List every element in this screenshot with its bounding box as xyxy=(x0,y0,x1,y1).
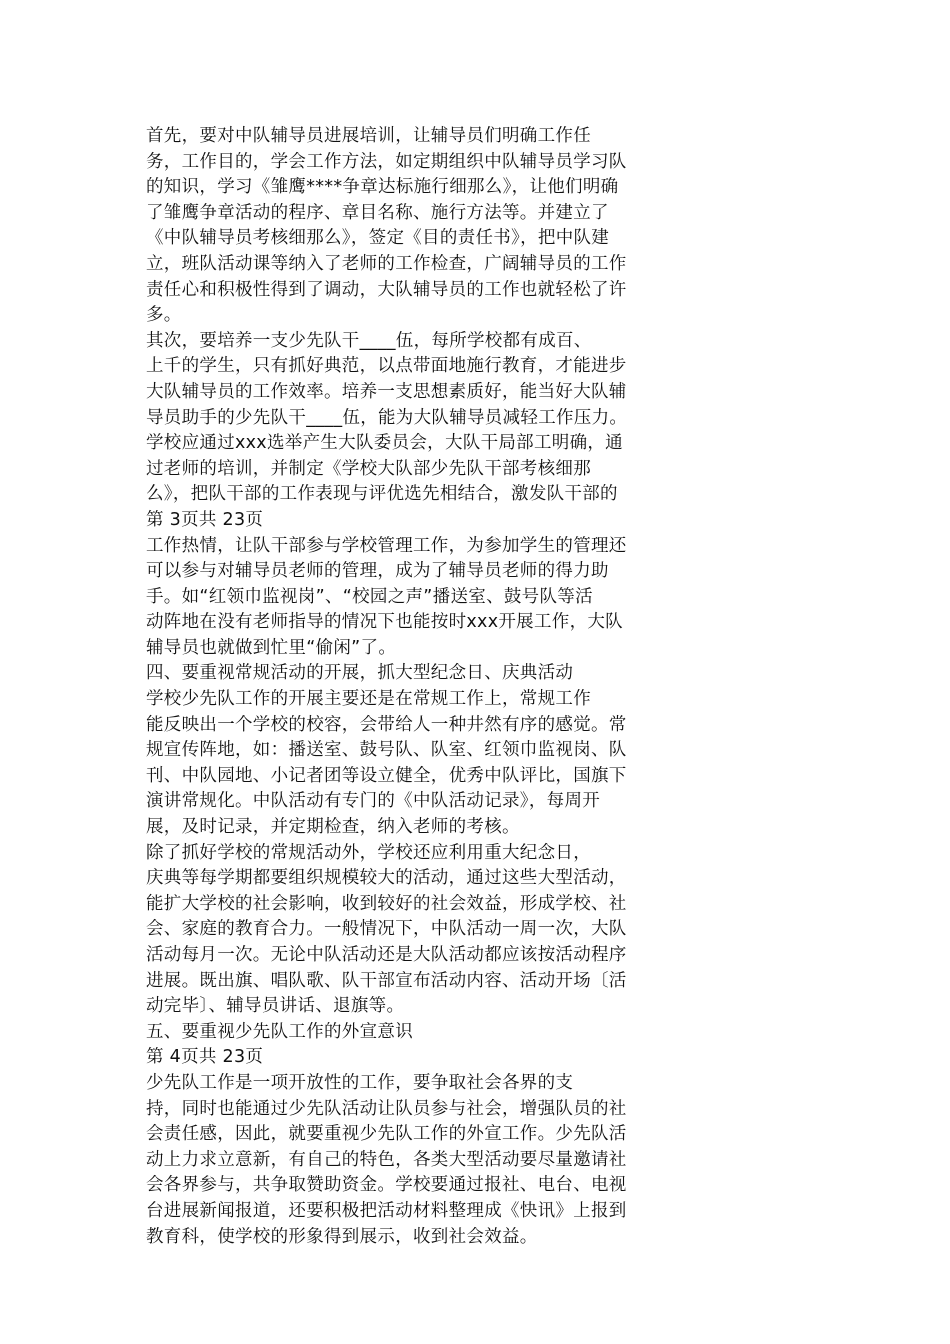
text-line: 除了抓好学校的常规活动外，学校还应利用重大纪念日， xyxy=(146,842,591,863)
text-line: 务，工作目的，学会工作方法，如定期组织中队辅导员学习队 xyxy=(146,151,627,172)
text-line: 责任心和积极性得到了调动，大队辅导员的工作也就轻松了许 xyxy=(146,279,627,300)
text-line: 五、要重视少先队工作的外宣意识 xyxy=(146,1021,413,1042)
text-line: 教育科，使学校的形象得到展示，收到社会效益。 xyxy=(146,1226,538,1247)
text-line: 展，及时记录，并定期检查，纳入老师的考核。 xyxy=(146,817,520,838)
text-line: 少先队工作是一项开放性的工作，要争取社会各界的支 xyxy=(146,1072,574,1093)
text-line: 的知识，学习《雏鹰****争章达标施行细那么》，让他们明确 xyxy=(146,177,619,198)
text-line: 进展。既出旗、唱队歌、队干部宣布活动内容、活动开场〔活 xyxy=(146,970,627,991)
text-line: 持，同时也能通过少先队活动让队员参与社会，增强队员的社 xyxy=(146,1098,627,1119)
text-line: 工作热情，让队干部参与学校管理工作，为参加学生的管理还 xyxy=(146,535,627,556)
text-line: 导员助手的少先队干____伍，能为大队辅导员减轻工作压力。 xyxy=(146,407,628,428)
text-line: 活动每月一次。无论中队活动还是大队活动都应该按活动程序 xyxy=(146,945,627,965)
text-line: 学校应通过xxx选举产生大队委员会，大队干局部工明确，通 xyxy=(146,433,623,454)
text-line: 会责任感，因此，就要重视少先队工作的外宣工作。少先队活 xyxy=(146,1124,627,1145)
text-line: 了雏鹰争章活动的程序、章目名称、施行方法等。并建立了 xyxy=(146,202,609,223)
text-line: 手。如“红领巾监视岗”、“校园之声”播送室、鼓号队等活 xyxy=(146,586,593,607)
text-line: 其次，要培养一支少先队干____伍，每所学校都有成百、 xyxy=(146,330,592,351)
text-line: 多。 xyxy=(146,305,182,326)
text-line: 辅导员也就做到忙里“偷闲”了。 xyxy=(146,637,397,658)
text-line: 规宣传阵地，如：播送室、鼓号队、队室、红领巾监视岗、队 xyxy=(146,740,627,761)
text-line: 《中队辅导员考核细那么》，签定《目的责任书》，把中队建 xyxy=(146,228,610,249)
text-line: 会各界参与，共争取赞助资金。学校要通过报社、电台、电视 xyxy=(146,1175,627,1196)
text-line: 第 4页共 23页 xyxy=(146,1047,264,1068)
text-line: 过老师的培训，并制定《学校大队部少先队干部考核细那 xyxy=(146,458,591,479)
text-line: 四、要重视常规活动的开展，抓大型纪念日、庆典活动 xyxy=(146,663,574,684)
text-line: 会、家庭的教育合力。一般情况下，中队活动一周一次，大队 xyxy=(146,919,627,940)
text-line: 动上力求立意新，有自己的特色，各类大型活动要尽量邀请社 xyxy=(146,1149,627,1170)
text-line: 可以参与对辅导员老师的管理，成为了辅导员老师的得力助 xyxy=(146,561,609,582)
text-line: 能反映出一个学校的校容，会带给人一种井然有序的感觉。常 xyxy=(146,714,627,735)
text-line: 演讲常规化。中队活动有专门的《中队活动记录》，每周开 xyxy=(146,791,601,812)
text-line: 动完毕〕、辅导员讲话、退旗等。 xyxy=(146,996,405,1017)
text-line: 台进展新闻报道，还要积极把活动材料整理成《快讯》上报到 xyxy=(146,1200,627,1221)
text-line: 么》，把队干部的工作表现与评优选先相结合，激发队干部的 xyxy=(146,484,618,505)
text-line: 立，班队活动课等纳入了老师的工作检查，广阔辅导员的工作 xyxy=(146,253,627,274)
text-line: 学校少先队工作的开展主要还是在常规工作上，常规工作 xyxy=(146,689,591,710)
text-line: 庆典等每学期都要组织规模较大的活动，通过这些大型活动， xyxy=(146,868,627,889)
text-line: 第 3页共 23页 xyxy=(146,509,264,530)
document-body xyxy=(146,124,666,1250)
text-line: 能扩大学校的社会影响，收到较好的社会效益，形成学校、社 xyxy=(146,893,627,914)
text-line: 动阵地在没有老师指导的情况下也能按时xxx开展工作，大队 xyxy=(146,612,623,633)
text-line: 刊、中队园地、小记者团等设立健全，优秀中队评比，国旗下 xyxy=(146,765,627,786)
text-line: 大队辅导员的工作效率。培养一支思想素质好，能当好大队辅 xyxy=(146,381,627,402)
text-line: 上千的学生，只有抓好典范，以点带面地施行教育，才能进步 xyxy=(146,356,627,377)
text-line: 首先，要对中队辅导员进展培训，让辅导员们明确工作任 xyxy=(146,126,591,146)
